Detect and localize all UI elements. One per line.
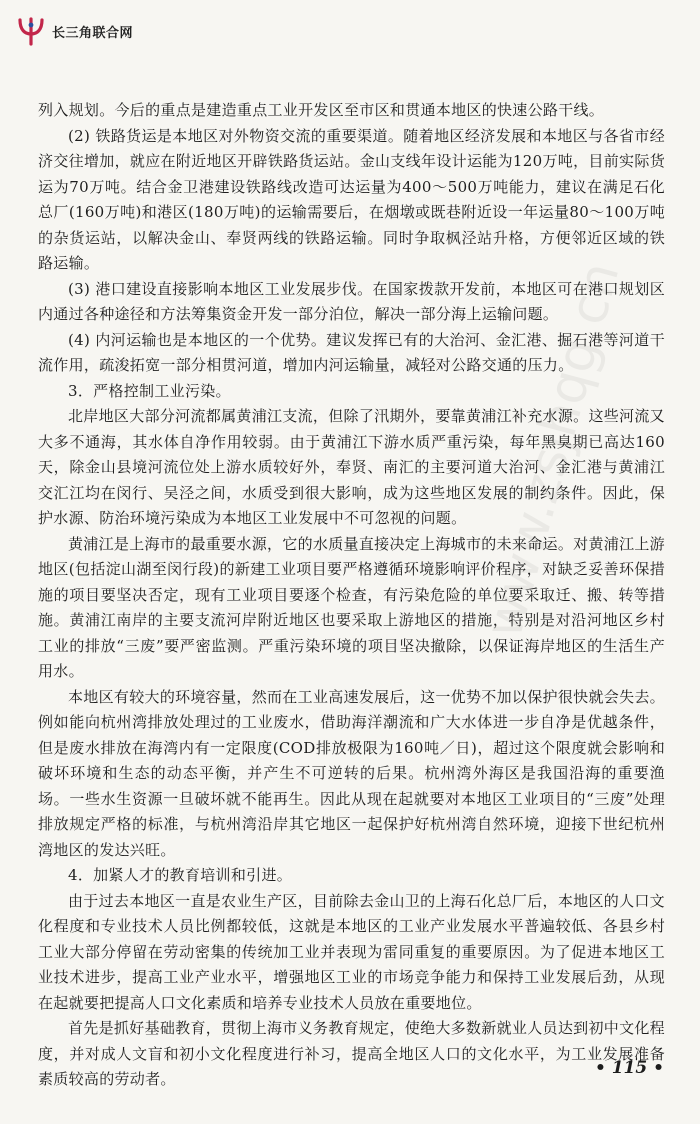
page-number: • 115 • xyxy=(594,1058,664,1078)
paragraph: 本地区有较大的环境容量，然而在工业高速发展后，这一优势不加以保护很快就会失去。例如能向杭州湾排放处理过的工业废水，借助海洋潮流和广大水体进一步自净是优越条件，但是废水排放在海湾内有一定限度(COD排放极限为160吨／日)，超过这个限度就会影响和破坏环境和生态的动态平衡，并产生不可逆转的后果。杭州湾外海区是我国沿海的重要渔场。一些水生资源一旦破坏就不能再生。因此从现在起就要对本地区工业项目的“三废”处理排放规定严格的标准，与杭州湾沿岸其它地区一起保护好杭州湾自然环境，迎接下世纪杭州湾地区的发达兴旺。 xyxy=(38,687,665,859)
site-name: 长三角联合网 xyxy=(52,25,134,41)
paragraph: 首先是抓好基础教育，贯彻上海市义务教育规定，使绝大多数新就业人员达到初中文化程度，并对成人文盲和初小文化程度进行补习，提高全地区人口的文化水平，为工业发展准备素质较高的劳动者。 xyxy=(38,1019,665,1088)
paragraph: 列入规划。今后的重点是建造重点工业开发区至市区和贯通本地区的快速公路干线。 xyxy=(38,101,605,119)
section-heading: 4．加紧人才的教育培训和引进。 xyxy=(68,866,293,884)
site-header xyxy=(16,14,133,48)
paragraph: (2) 铁路货运是本地区对外物资交流的重要渠道。随着地区经济发展和本地区与各省市经济交往增加，就应在附近地区开辟铁路货运站。金山支线年设计运能为120万吨，目前实际货运为70万吨。结合金卫港建设铁路线改造可达运量为400～500万吨能力，建议在满足石化总厂(160万吨)和港区(180万吨)的运输需要后，在烟墩或既巷附近设一年运量80～100万吨的杂货运站，以解决金山、奉贤两线的铁路运输。同时争取枫泾站升格，方便邻近区域的铁路运输。 xyxy=(38,126,665,272)
paragraph: (4) 内河运输也是本地区的一个优势。建议发挥已有的大治河、金汇港、掘石港等河道干流作用，疏浚拓宽一部分相贯河道，增加内河运输量，减轻对公路交通的压力。 xyxy=(38,330,665,374)
paragraph: (3) 港口建设直接影响本地区工业发展步伐。在国家拨款开发前，本地区可在港口规划区内通过各种途径和方法筹集资金开发一部分泊位，解决一部分海上运输问题。 xyxy=(38,279,665,323)
site-logo-icon xyxy=(16,16,46,46)
paragraph: 北岸地区大部分河流都属黄浦江支流，但除了汛期外，要靠黄浦江补充水源。这些河流又大多不通海，其水体自净作用较弱。由于黄浦江下游水质严重污染，每年黑臭期已高达160天，除金山县境河流位处上游水质较好外，奉贤、南汇的主要河道大治河、金汇港与黄浦江交汇江均在闵行、吴泾之间，水质受到很大影响，成为这些地区发展的制约条件。因此，保护水源、防治环境污染成为本地区工业发展中不可忽视的问题。 xyxy=(38,407,665,527)
paragraph: 由于过去本地区一直是农业生产区，目前除去金山卫的上海石化总厂后，本地区的人口文化程度和专业技术人员比例都较低，这就是本地区的工业产业发展水平普遍较低、各县乡村工业大部分停留在劳动密集的传统加工业并表现为雷同重复的重要原因。为了促进本地区工业技术进步，提高工业产业水平，增强地区工业的市场竞争能力和保持工业发展后劲，从现在起就要把提高人口文化素质和培养专业技术人员放在重要地位。 xyxy=(38,891,665,1012)
section-heading: 3．严格控制工业污染。 xyxy=(68,381,231,400)
article-body xyxy=(38,98,665,1093)
paragraph: 黄浦江是上海市的最重要水源，它的水质量直接决定上海城市的未来命运。对黄浦江上游地区(包括淀山湖至闵行段)的新建工业项目要严格遵循环境影响评价程序，对缺乏妥善环保措施的项目要坚决否定，现有工业项目要逐个检查，有污染危险的单位要采取迁、搬、转等措施。黄浦江南岸的主要支流河岸附近地区也要采取上游地区的措施，特别是对沿河地区乡村工业的排放“三废”要严密监测。严重污染环境的项目坚决撤除，以保证海岸地区的生活生产用水。 xyxy=(38,534,665,680)
watermark: www.zsjhqg.cn xyxy=(473,256,632,644)
